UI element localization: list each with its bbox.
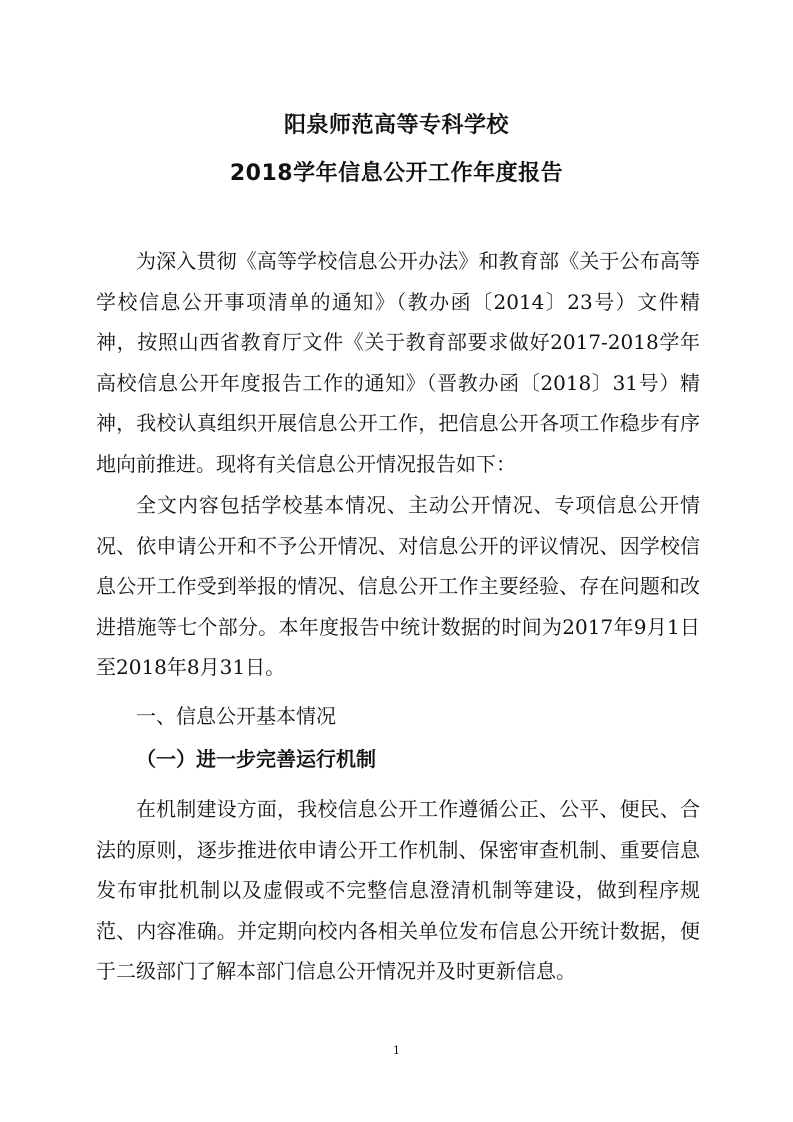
scope-paragraph: 全文内容包括学校基本情况、主动公开情况、专项信息公开情况、依申请公开和不予公开情况、对信息公开的评议情况、因学校信息公开工作受到举报的情况、信息公开工作主要经验、存在问题和改进措施等七个部分。本年度报告中统计数据的时间为2017年9月1日至2018年8月31日。 bbox=[96, 493, 700, 680]
subsection-heading-mechanism: （一）进一步完善运行机制 bbox=[136, 747, 376, 771]
section-heading-basic-info: 一、信息公开基本情况 bbox=[136, 704, 336, 728]
intro-paragraph: 为深入贯彻《高等学校信息公开办法》和教育部《关于公布高等学校信息公开事项清单的通知》（教办函〔2014〕23号）文件精神，按照山西省教育厅文件《关于教育部要求做好2017-2018学年高校信息公开年度报告工作的通知》（晋教办函〔2018〕31号）精神，我校认真组织开展信息公开工作，把信息公开各项工作稳步有序地向前推进。现将有关信息公开情况报告如下： bbox=[96, 249, 700, 476]
page-number: 1 bbox=[393, 1044, 400, 1057]
mechanism-paragraph: 在机制建设方面，我校信息公开工作遵循公正、公平、便民、合法的原则，逐步推进依申请公开工作机制、保密审查机制、重要信息发布审批机制以及虚假或不完整信息澄清机制等建设，做到程序规范、内容准确。并定期向校内各相关单位发布信息公开统计数据，便于二级部门了解本部门信息公开情况并及时更新信息。 bbox=[96, 797, 700, 984]
document-title-line2: 2018学年信息公开工作年度报告 bbox=[229, 161, 564, 186]
document-title-line1: 阳泉师范高等专科学校 bbox=[283, 113, 509, 138]
